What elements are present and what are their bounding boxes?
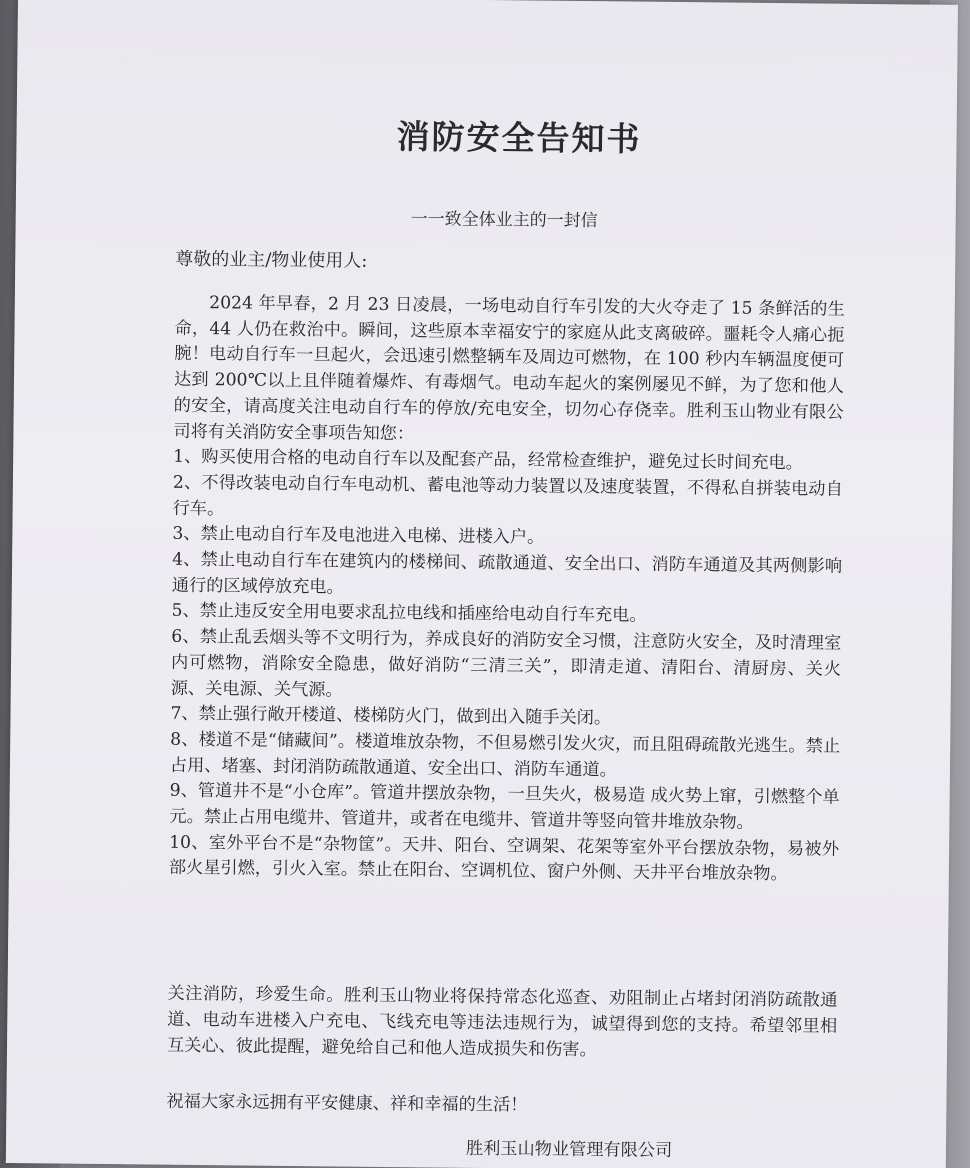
document-content — [148, 0, 848, 1161]
notice-item-1: 1、购买使用合格的电动自行车以及配套产品，经常检查维护，避免过长时间充电。 — [173, 446, 803, 474]
notice-item-4: 4、禁止电动自行车在建筑内的楼梯间、疏散通道、安全出口、消防车通道及其两侧影响通行的区域停放充电。 — [171, 549, 843, 598]
notice-item-9: 9、管道井不是“小仓库”。管道井摆放杂物，一旦失火，极易造 成火势上窜，引燃整个单元。禁止占用电缆井、管道井，或者在电缆井、管道井等竖向管井堆放杂物。 — [169, 781, 840, 833]
notice-item-5: 5、禁止违反安全用电要求乱拉电线和插座给电动自行车充电。 — [171, 601, 647, 627]
notice-item-7: 7、禁止强行敞开楼道、楼梯防火门，做到出入随手关闭。 — [170, 703, 612, 729]
notice-item-10: 10、室外平台不是“杂物筐”。天井、阳台、空调架、花架等室外平台摆放杂物，易被外部火星引燃，引火入室。禁止在阳台、空调机位、窗户外侧、天井平台堆放杂物。 — [168, 832, 840, 885]
company-signature: 胜利玉山物业管理有限公司 — [465, 1138, 673, 1161]
closing-paragraph: 关注消防，珍爱生命。胜利玉山物业将保持常态化巡查、劝阻制止占堵封闭消防疏散通道、电动车进楼入户充电、飞线充电等违法违规行为，诚望得到您的支持。希望邻里相互关心、彼此提醒，避免给自己和他人造成损失和伤害。 — [166, 983, 838, 1061]
notice-item-3: 3、禁止电动自行车及电池进入电梯、进楼入户。 — [172, 524, 545, 548]
paper-sheet — [6, 0, 958, 1168]
wish-line: 祝福大家永远拥有平安健康、祥和幸福的生活！ — [166, 1091, 528, 1116]
intro-paragraph: 2024 年早春，2 月 23 日凌晨，一场电动自行车引发的大火夺走了 15 条鲜活的生命，44 人仍在救治中。瞬间，这些原本幸福安宁的家庭从此支离破碎。噩耗令人痛心扼腕！电动自行车一旦起火，会迅速引燃整辆车及周边可燃物，在 100 秒内车辆温度便可达到 200℃以上且伴随着爆炸、有毒烟气。电动车起火的案例屡见不鲜，为了您和他人的安全，请高度关注电动自行车的停放/充电安全，切勿心存侥幸。胜利玉山物业有限公司将有关消防安全事项告知您： — [173, 293, 845, 444]
notice-item-6: 6、禁止乱丢烟头等不文明行为，养成良好的消防安全习惯，注意防火安全，及时清理室内可燃物，消除安全隐患，做好消防“三清三关”，即清走道、清阳台、清厨房、关火源、关电源、关气源。 — [170, 626, 842, 701]
document-title: 消防安全告知书 — [396, 117, 642, 159]
document-subtitle: 一一致全体业主的一封信 — [410, 209, 598, 232]
notice-item-8: 8、楼道不是“储藏间”。楼道堆放杂物，不但易燃引发火灾，而且阻碍疏散光逃生。禁止占用、堵塞、封闭消防疏散通道、安全出口、消防车通道。 — [169, 729, 841, 781]
notice-item-2: 2、不得改装电动自行车电动机、蓄电池等动力装置以及速度装置，不得私自拼装电动自行车。 — [172, 472, 843, 519]
salutation: 尊敬的业主/物业使用人: — [175, 248, 368, 272]
notice-body — [169, 291, 845, 889]
